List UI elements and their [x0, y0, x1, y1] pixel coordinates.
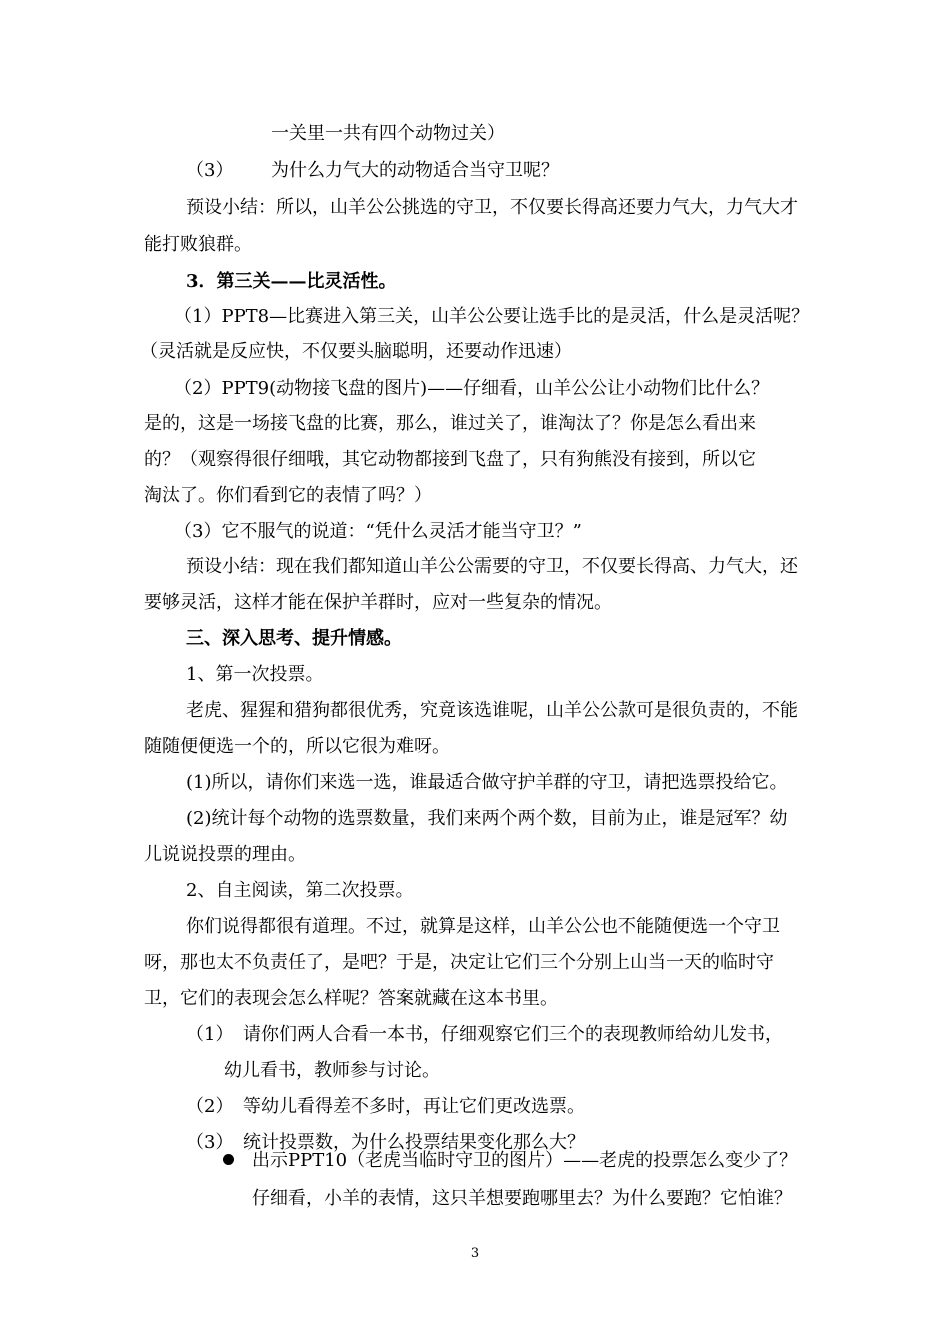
bullet-icon [223, 1154, 234, 1165]
text-line: （3）它不服气的说道：“凭什么灵活才能当守卫？” [174, 521, 582, 542]
list-number: （1） [186, 1024, 234, 1045]
text-line: 呀，那也太不负责任了，是吧？于是，决定让它们三个分别上山当一天的临时守 [144, 952, 774, 973]
section-heading: 三、深入思考、提升情感。 [186, 628, 402, 649]
text-line: （1）PPT8—比赛进入第三关，山羊公公要让选手比的是灵活，什么是灵活呢？ [174, 306, 810, 327]
text-line: 仔细看，小羊的表情，这只羊想要跑哪里去？为什么要跑？它怕谁？ [252, 1188, 792, 1209]
text-line: 淘汰了。你们看到它的表情了吗？） [144, 485, 432, 506]
text-line: 出示PPT10（老虎当临时守卫的图片）——老虎的投票怎么变少了？ [252, 1150, 798, 1171]
text-line: 的？（观察得很仔细哦，其它动物都接到飞盘了，只有狗熊没有接到，所以它 [144, 449, 756, 470]
text-line: 能打败狼群。 [144, 234, 252, 255]
section-heading: 3．第三关——比灵活性。 [186, 271, 397, 292]
text-line: 随随便便选一个的，所以它很为难呀。 [144, 736, 450, 757]
list-number: （3） [186, 160, 234, 181]
text-line: (1)所以，请你们来选一选，谁最适合做守护羊群的守卫，请把选票投给它。 [186, 772, 788, 793]
text-line: （2）PPT9(动物接飞盘的图片)——仔细看，山羊公公让小动物们比什么？ [174, 378, 770, 399]
text-line: 卫，它们的表现会怎么样呢？答案就藏在这本书里。 [144, 988, 558, 1009]
subsection-heading: 2、自主阅读，第二次投票。 [186, 880, 414, 901]
text-line: 是的，这是一场接飞盘的比赛，那么，谁过关了，谁淘汰了？你是怎么看出来 [144, 413, 756, 434]
text-line: 预设小结：所以，山羊公公挑选的守卫，不仅要长得高还要力气大，力气大才 [186, 197, 798, 218]
text-line: 等幼儿看得差不多时，再让它们更改选票。 [243, 1096, 585, 1117]
text-line: 请你们两人合看一本书，仔细观察它们三个的表现教师给幼儿发书， [243, 1024, 783, 1045]
text-line: 一关里一共有四个动物过关） [271, 123, 505, 144]
page-number: 3 [470, 1246, 480, 1261]
text-line: 儿说说投票的理由。 [144, 844, 306, 865]
text-line: 你们说得都很有道理。不过，就算是这样，山羊公公也不能随便选一个守卫 [186, 916, 780, 937]
text-line: 幼儿看书，教师参与讨论。 [224, 1060, 440, 1081]
text-line: 预设小结：现在我们都知道山羊公公需要的守卫，不仅要长得高、力气大，还 [186, 556, 798, 577]
list-number: （2） [186, 1096, 234, 1117]
text-line: 要够灵活，这样才能在保护羊群时，应对一些复杂的情况。 [144, 592, 612, 613]
text-line: （灵活就是反应快，不仅要头脑聪明，还要动作迅速） [140, 341, 572, 362]
text-line: 为什么力气大的动物适合当守卫呢？ [271, 160, 559, 181]
text-line: (2)统计每个动物的选票数量，我们来两个两个数，目前为止，谁是冠军？幼 [186, 808, 788, 829]
text-line: 统计投票数，为什么投票结果变化那么大？ [243, 1132, 585, 1153]
list-number: （3） [186, 1132, 234, 1153]
text-line: 老虎、猩猩和猎狗都很优秀，究竟该选谁呢，山羊公公款可是很负责的，不能 [186, 700, 798, 721]
subsection-heading: 1、第一次投票。 [186, 664, 324, 685]
